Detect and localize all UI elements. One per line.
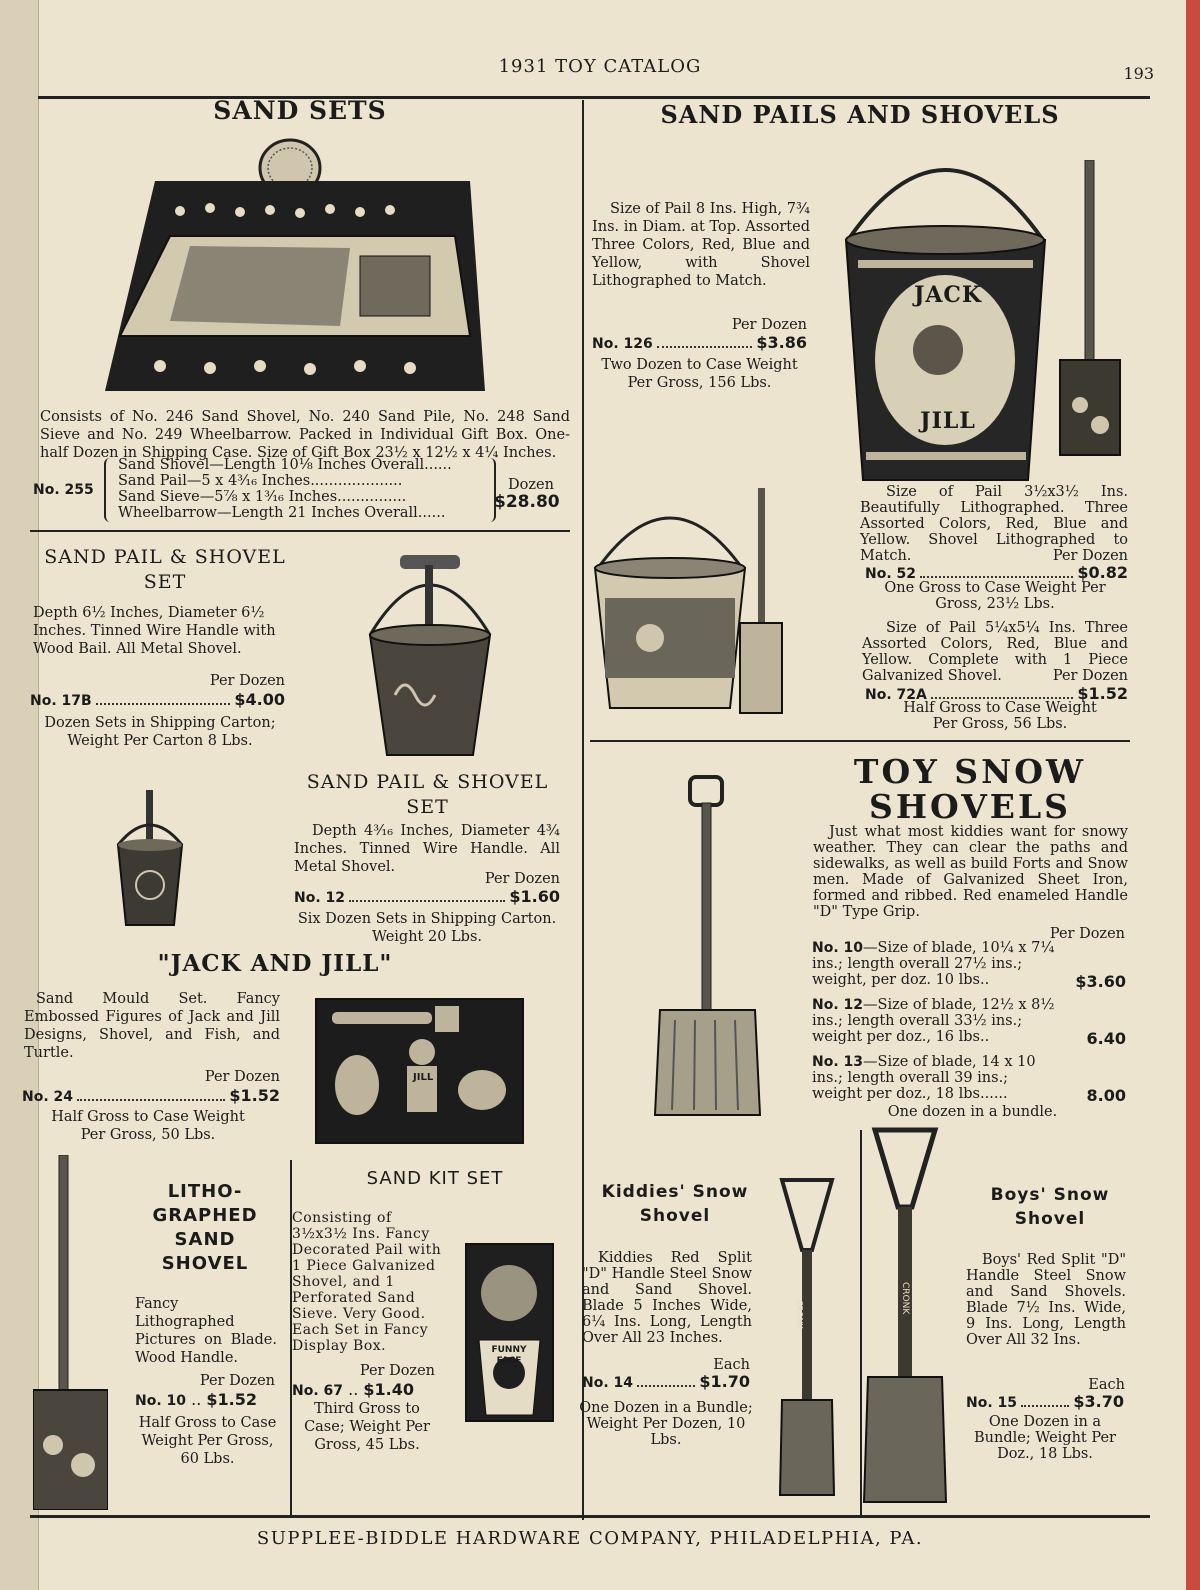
litho-shovel-no: No. 10: [135, 1393, 187, 1409]
sand-kit-title: SAND KIT SET: [366, 1168, 504, 1189]
mould-label: JILL: [413, 1072, 434, 1083]
sand-sets-contents: [118, 457, 488, 521]
litho-shovel-description: Fancy Lithographed Pictures on Blade. Wood Handle.: [135, 1296, 277, 1366]
pail-52-illustration: [590, 488, 790, 723]
sand-kit-box-illustration: [465, 1243, 554, 1422]
snow-shovel-spec: —Size of blade, 12½ x 8½ ins.; length overall 33½ ins.; weight per doz., 16 lbs..: [812, 997, 1055, 1045]
snow-shovels-description: Just what most kiddies want for snowy weather. They can clear the paths and sidewalks, as well as build Forts and Snow men. Made of Galvanized Sheet Iron, formed and ribbed. Red enameled Handle "D" Type Grip.: [813, 824, 1128, 920]
snow-shovel-no: No. 13: [812, 1054, 864, 1070]
pail-shovel-12-price: $1.60: [509, 887, 560, 906]
jack-jill-description: Sand Mould Set. Fancy Embossed Figures of Jack and Jill Designs, Shovel, and Fish, and Turtle.: [24, 991, 280, 1061]
sand-sets-description: Consists of No. 246 Sand Shovel, No. 240 Sand Pile, No. 248 Sand Sieve and No. 249 Wheelbarrow. Packed in Individual Gift Box. One-half Dozen in Shipping Case. Size of Gift Box 23½ x 12½ x 4¼ Inches.: [40, 409, 570, 461]
snow-shovels-note: One dozen in a bundle.: [887, 1104, 1058, 1120]
litho-shovel-note: Half Gross to Case Weight Per Gross, 60 Lbs.: [138, 1415, 277, 1467]
pail-shovel-12-description: Depth 4³⁄₁₆ Inches, Diameter 4¾ Inches. Tinned Wire Handle. All Metal Shovel.: [294, 823, 560, 875]
boys-note: One Dozen in a Bundle; Weight Per Doz., 18 Lbs.: [974, 1414, 1116, 1462]
jack-jill-pail-illustration: [838, 140, 1053, 485]
pail-126-price: $3.86: [756, 333, 807, 352]
pail-126-unit: Per Dozen: [731, 317, 807, 333]
pail-52-unit: Per Dozen: [1052, 548, 1128, 564]
kiddies-no: No. 14: [582, 1375, 634, 1391]
pail-126-description: Size of Pail 8 Ins. High, 7¾ Ins. in Diam. at Top. Assorted Three Colors, Red, Blue and Yellow, with Shovel Lithographed to Match.: [592, 201, 810, 289]
sand-kit-description: Consisting of 3½x3½ Ins. Fancy Decorated Pail with 1 Piece Galvanized Shovel, and 1 Perforated Sand Sieve. Very Good. Each Set in Fancy Display Box.: [292, 1210, 442, 1354]
jack-jill-mould-illustration: [315, 998, 524, 1144]
sand-sets-item-no: No. 255: [33, 482, 94, 498]
boys-shovel-illustration: [860, 1122, 950, 1507]
pails-shovels-title: SAND PAILS AND SHOVELS: [660, 100, 1060, 129]
kiddies-brand: CRONK: [795, 1300, 804, 1329]
pail-52-no: No. 52: [865, 566, 917, 582]
snow-shovels-title-line2: SHOVELS: [869, 787, 1071, 826]
sand-kit-price-row: [292, 1380, 442, 1399]
boys-price-row: [966, 1392, 1124, 1411]
pail-shovel-17b-description: Depth 6½ Inches, Diameter 6½ Inches. Tinned Wire Handle with Wood Bail. All Metal Shovel.: [33, 605, 276, 657]
pail-72a-note: Half Gross to Case Weight Per Gross, 56 Lbs.: [903, 700, 1097, 732]
litho-shovel-illustration: [33, 1155, 108, 1510]
boys-brand: CRONK: [900, 1282, 910, 1315]
sand-set-illustration: [100, 136, 485, 391]
jack-jill-note: Half Gross to Case Weight Per Gross, 50 Lbs.: [51, 1109, 245, 1143]
leader-dots: [637, 1385, 695, 1387]
litho-shovel-price-row: [135, 1390, 280, 1409]
boys-price: $3.70: [1073, 1392, 1124, 1411]
section-rule-right: [590, 740, 1130, 742]
snow-shovel-spec: —Size of blade, 10¼ x 7¼ ins.; length overall 27½ ins.; weight, per doz. 10 lbs..: [812, 940, 1055, 988]
kiddies-unit: Each: [713, 1357, 750, 1373]
kiddies-note: One Dozen in a Bundle; Weight Per Dozen, 10 Lbs.: [579, 1400, 753, 1448]
jack-jill-price-row: [22, 1086, 280, 1105]
leader-dots: [77, 1099, 225, 1101]
catalog-title: 1931 TOY CATALOG: [498, 56, 702, 77]
pail-shovel-12-unit: Per Dozen: [484, 871, 560, 887]
snow-shovels-unit: Per Dozen: [1049, 926, 1125, 942]
snow-shovel-price: 8.00: [1086, 1086, 1126, 1105]
pail-17b-illustration: [355, 545, 505, 760]
pail-72a-price: $1.52: [1077, 684, 1128, 703]
jack-jill-price: $1.52: [229, 1086, 280, 1105]
kiddies-description: Kiddies Red Split "D" Handle Steel Snow and Sand Shovel. Blade 5 Inches Wide, 6¼ Ins. Long, Length Over All 23 Inches.: [582, 1250, 752, 1346]
boys-title: Boys' Snow Shovel: [990, 1185, 1110, 1229]
sand-sets-unit: Dozen: [508, 477, 554, 493]
leader-dots: [657, 346, 753, 348]
jack-jill-no: No. 24: [22, 1089, 74, 1105]
pail-shovel-17b-note: Dozen Sets in Shipping Carton; Weight Per Carton 8 Lbs.: [44, 715, 276, 749]
snow-shovel-item-10: [812, 940, 1128, 992]
footer-rule: [30, 1515, 1150, 1518]
snow-shovels-title-line1: TOY SNOW: [853, 752, 1087, 791]
pail-shovel-17b-price: $4.00: [234, 690, 285, 709]
pail-shovel-17b-no: No. 17B: [30, 693, 92, 709]
sand-kit-note: Third Gross to Case; Weight Per Gross, 45 Lbs.: [304, 1401, 430, 1453]
snow-shovel-item-13: [812, 1054, 1128, 1106]
kiddies-title: Kiddies' Snow Shovel: [601, 1182, 749, 1226]
pail-52-description: Size of Pail 3½x3½ Ins. Beautifully Lithographed. Three Assorted Colors, Red, Blue and Yellow. Shovel Lithographed to Match.: [860, 484, 1128, 564]
sand-sets-title: SAND SETS: [213, 96, 387, 125]
sand-sets-line: Sand Shovel—Length 10⅛ Inches Overall......: [118, 457, 452, 473]
sand-sets-brace: [104, 458, 112, 522]
snow-shovel-price: $3.60: [1075, 972, 1126, 991]
pail-126-note: Two Dozen to Case Weight Per Gross, 156 Lbs.: [601, 357, 798, 391]
pail-72a-description: Size of Pail 5¼x5¼ Ins. Three Assorted Colors, Red, Blue and Yellow. Complete with 1 Piece Galvanized Shovel.: [862, 620, 1128, 684]
boys-unit: Each: [1088, 1377, 1125, 1393]
boys-no: No. 15: [966, 1395, 1018, 1411]
kiddies-price-row: [582, 1372, 750, 1391]
sand-sets-line: Sand Pail—5 x 4³⁄₁₆ Inches....................: [118, 473, 403, 489]
snow-shovel-item-12: [812, 997, 1128, 1049]
pail-126-price-row: [592, 333, 807, 352]
snow-shovel-illustration: [650, 775, 765, 1120]
kiddies-price: $1.70: [699, 1372, 750, 1391]
snow-shovel-price: 6.40: [1086, 1029, 1126, 1048]
publisher-footer: SUPPLEE-BIDDLE HARDWARE COMPANY, PHILADELPHIA, PA.: [256, 1528, 924, 1549]
litho-shovel-unit: Per Dozen: [199, 1373, 275, 1389]
pail-52-price: $0.82: [1077, 563, 1128, 582]
pail-label-top: JACK: [913, 282, 983, 308]
leader-dots: ..: [191, 1390, 202, 1409]
leader-dots: [931, 697, 1074, 699]
litho-shovel-price: $1.52: [206, 1390, 257, 1409]
leader-dots: [1021, 1405, 1069, 1407]
leader-dots: [96, 703, 231, 705]
snow-shovel-spec: —Size of blade, 14 x 10 ins.; length overall 39 ins.; weight per doz., 18 lbs......: [812, 1054, 1036, 1102]
pail-72a-unit: Per Dozen: [1052, 668, 1128, 684]
pail-shovel-12-note: Six Dozen Sets in Shipping Carton. Weight 20 Lbs.: [297, 911, 557, 945]
leader-dots: [920, 576, 1073, 578]
snow-shovel-no: No. 12: [812, 997, 864, 1013]
sand-kit-price: $1.40: [363, 1380, 414, 1399]
leader-dots: ..: [348, 1380, 359, 1399]
page-edge: [1186, 0, 1200, 1590]
jack-jill-title: "JACK AND JILL": [157, 950, 393, 977]
sand-kit-unit: Per Dozen: [359, 1363, 435, 1379]
pail-label-bottom: JILL: [920, 408, 976, 434]
pail-shovel-17b-unit: Per Dozen: [209, 673, 285, 689]
sand-sets-line: Wheelbarrow—Length 21 Inches Overall......: [118, 505, 446, 521]
jack-jill-unit: Per Dozen: [204, 1069, 280, 1085]
sand-sets-brace-right: [488, 458, 496, 522]
pail-12-illustration: [110, 790, 190, 930]
pail-126-shovel-illustration: [1055, 160, 1125, 460]
litho-shovel-title: LITHO-GRAPHED SAND SHOVEL: [152, 1181, 258, 1274]
pail-shovel-12-price-row: [294, 887, 560, 906]
section-rule-left: [30, 530, 570, 532]
boys-description: Boys' Red Split "D" Handle Steel Snow and Sand Shovels. Blade 7½ Ins. Wide, 9 Ins. Long, Length Over All 32 Ins.: [966, 1252, 1126, 1348]
sand-sets-price: $28.80: [494, 492, 560, 512]
kiddies-shovel-illustration: [772, 1170, 842, 1505]
sand-kit-no: No. 67: [292, 1383, 344, 1399]
pail-shovel-12-title: SAND PAIL & SHOVEL SET: [306, 771, 549, 818]
pail-shovel-17b-title: SAND PAIL & SHOVEL SET: [44, 546, 286, 593]
pail-52-note: One Gross to Case Weight Per Gross, 23½ Lbs.: [884, 580, 1106, 612]
pail-shovel-12-no: No. 12: [294, 890, 346, 906]
page-number: 193: [1123, 64, 1154, 83]
pail-126-no: No. 126: [592, 336, 653, 352]
sand-kit-box-label: FUNNY FACE: [491, 1345, 527, 1366]
snow-shovel-no: No. 10: [812, 940, 864, 956]
sand-sets-line: Sand Sieve—5⅞ x 1³⁄₁₆ Inches...............: [118, 489, 407, 505]
leader-dots: [349, 900, 505, 902]
pail-72a-no: No. 72A: [865, 687, 927, 703]
pail-shovel-17b-price-row: [30, 690, 285, 709]
